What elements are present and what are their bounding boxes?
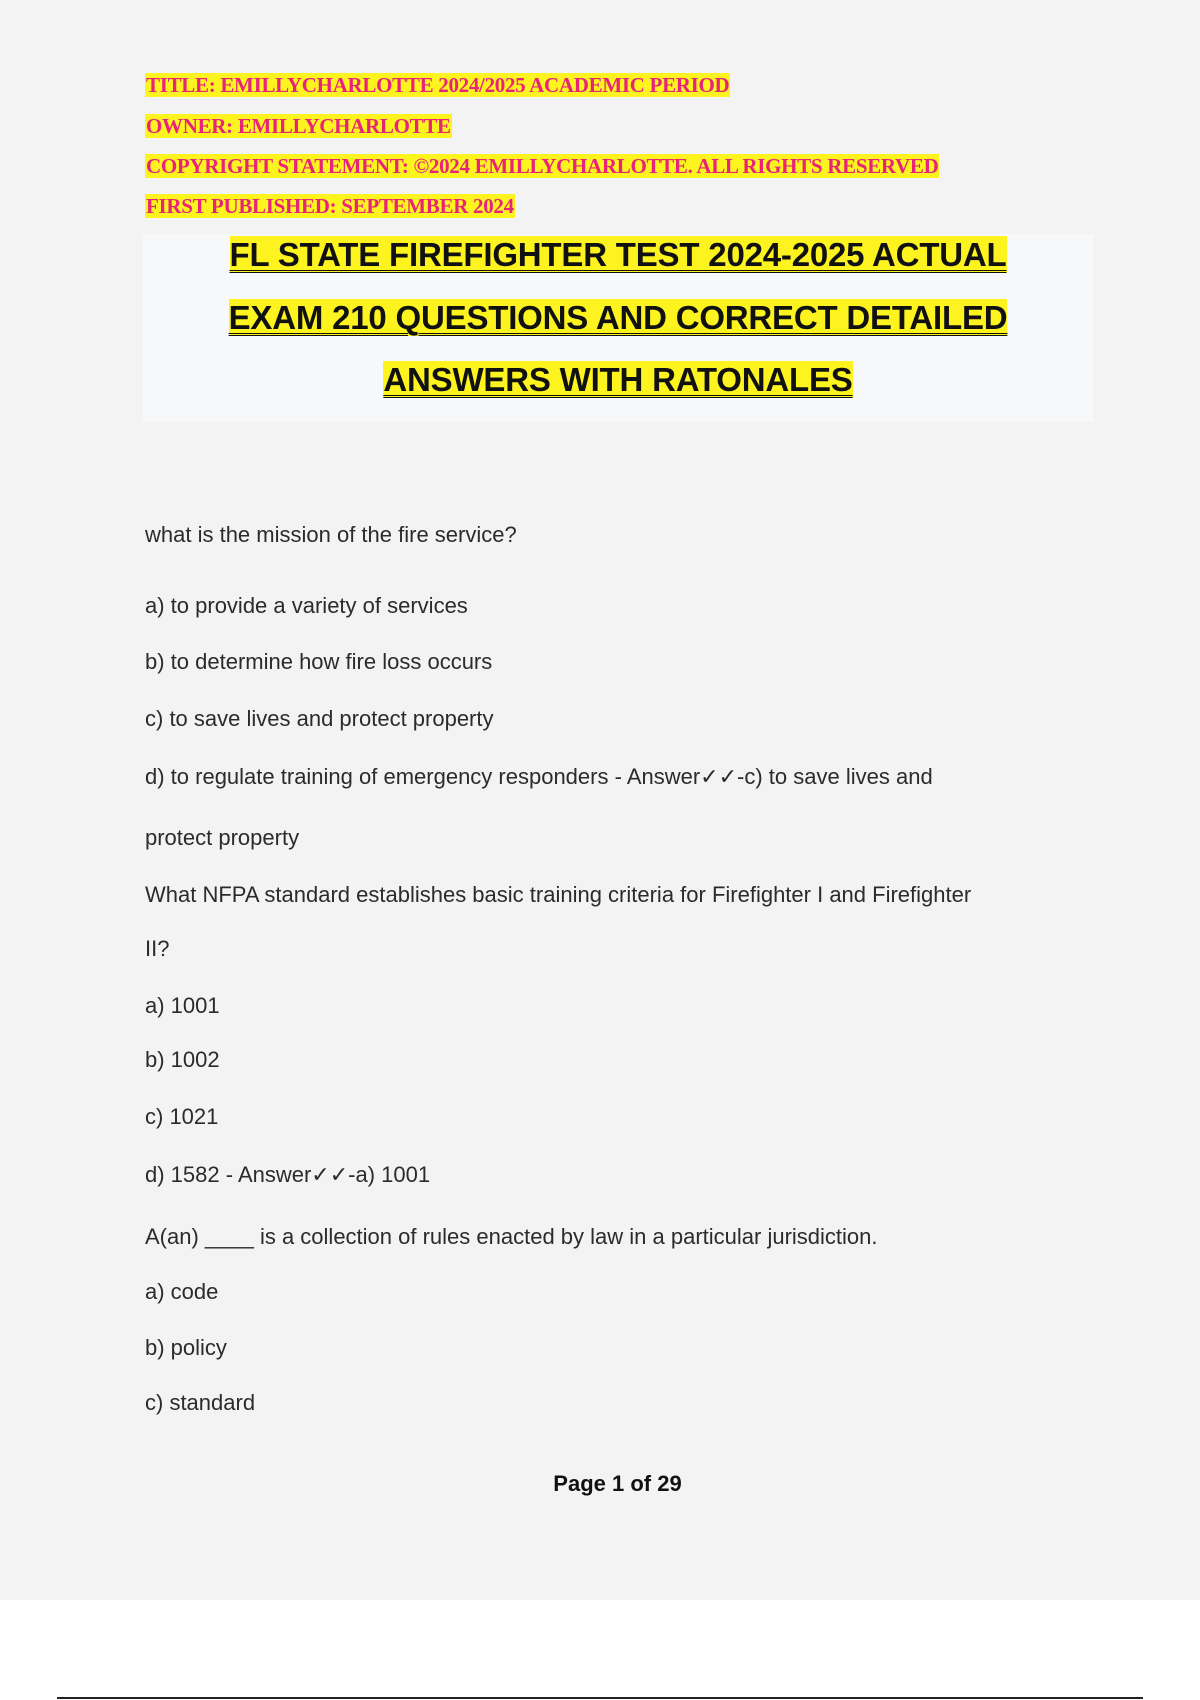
question-3-text: A(an) ____ is a collection of rules enacted by law in a particular jurisdiction. [145, 1224, 878, 1249]
question-3-option-c: c) standard [145, 1390, 256, 1415]
question-2-option-a: a) 1001 [145, 993, 220, 1018]
question-2-text: What NFPA standard establishes basic training criteria for Firefighter I and Firefighter [145, 882, 972, 907]
question-3-option-a: a) code [145, 1279, 219, 1304]
question-1-option-d-answer: d) to regulate training of emergency responders - Answer✓✓-c) to save lives and [145, 764, 933, 789]
question-1-option-b: b) to determine how fire loss occurs [145, 649, 493, 674]
doc-title-line-3: ANSWERS WITH RATONALES [383, 361, 853, 398]
question-2-option-b: b) 1002 [145, 1047, 220, 1072]
question-2-option-d-answer: d) 1582 - Answer✓✓-a) 1001 [145, 1162, 431, 1187]
page-number: Page 1 of 29 [553, 1471, 682, 1496]
meta-title: TITLE: EMILLYCHARLOTTE 2024/2025 ACADEMIC PERIOD [146, 73, 730, 97]
question-1-answer-continued: protect property [145, 825, 300, 850]
question-2-text-continued: II? [145, 936, 170, 961]
question-1-option-c: c) to save lives and protect property [145, 706, 494, 731]
question-2-option-c: c) 1021 [145, 1104, 219, 1129]
meta-published: FIRST PUBLISHED: SEPTEMBER 2024 [146, 194, 514, 218]
meta-owner: OWNER: EMILLYCHARLOTTE [146, 114, 451, 138]
doc-title-line-1: FL STATE FIREFIGHTER TEST 2024-2025 ACTUAL [229, 236, 1007, 273]
doc-title-line-2: EXAM 210 QUESTIONS AND CORRECT DETAILED [228, 299, 1008, 336]
question-3-option-b: b) policy [145, 1335, 227, 1360]
bottom-rule [57, 1697, 1143, 1699]
question-1-option-a: a) to provide a variety of services [145, 593, 468, 618]
question-1-text: what is the mission of the fire service? [145, 522, 517, 547]
meta-copyright: COPYRIGHT STATEMENT: ©2024 EMILLYCHARLOTTE. ALL RIGHTS RESERVED [146, 154, 939, 178]
